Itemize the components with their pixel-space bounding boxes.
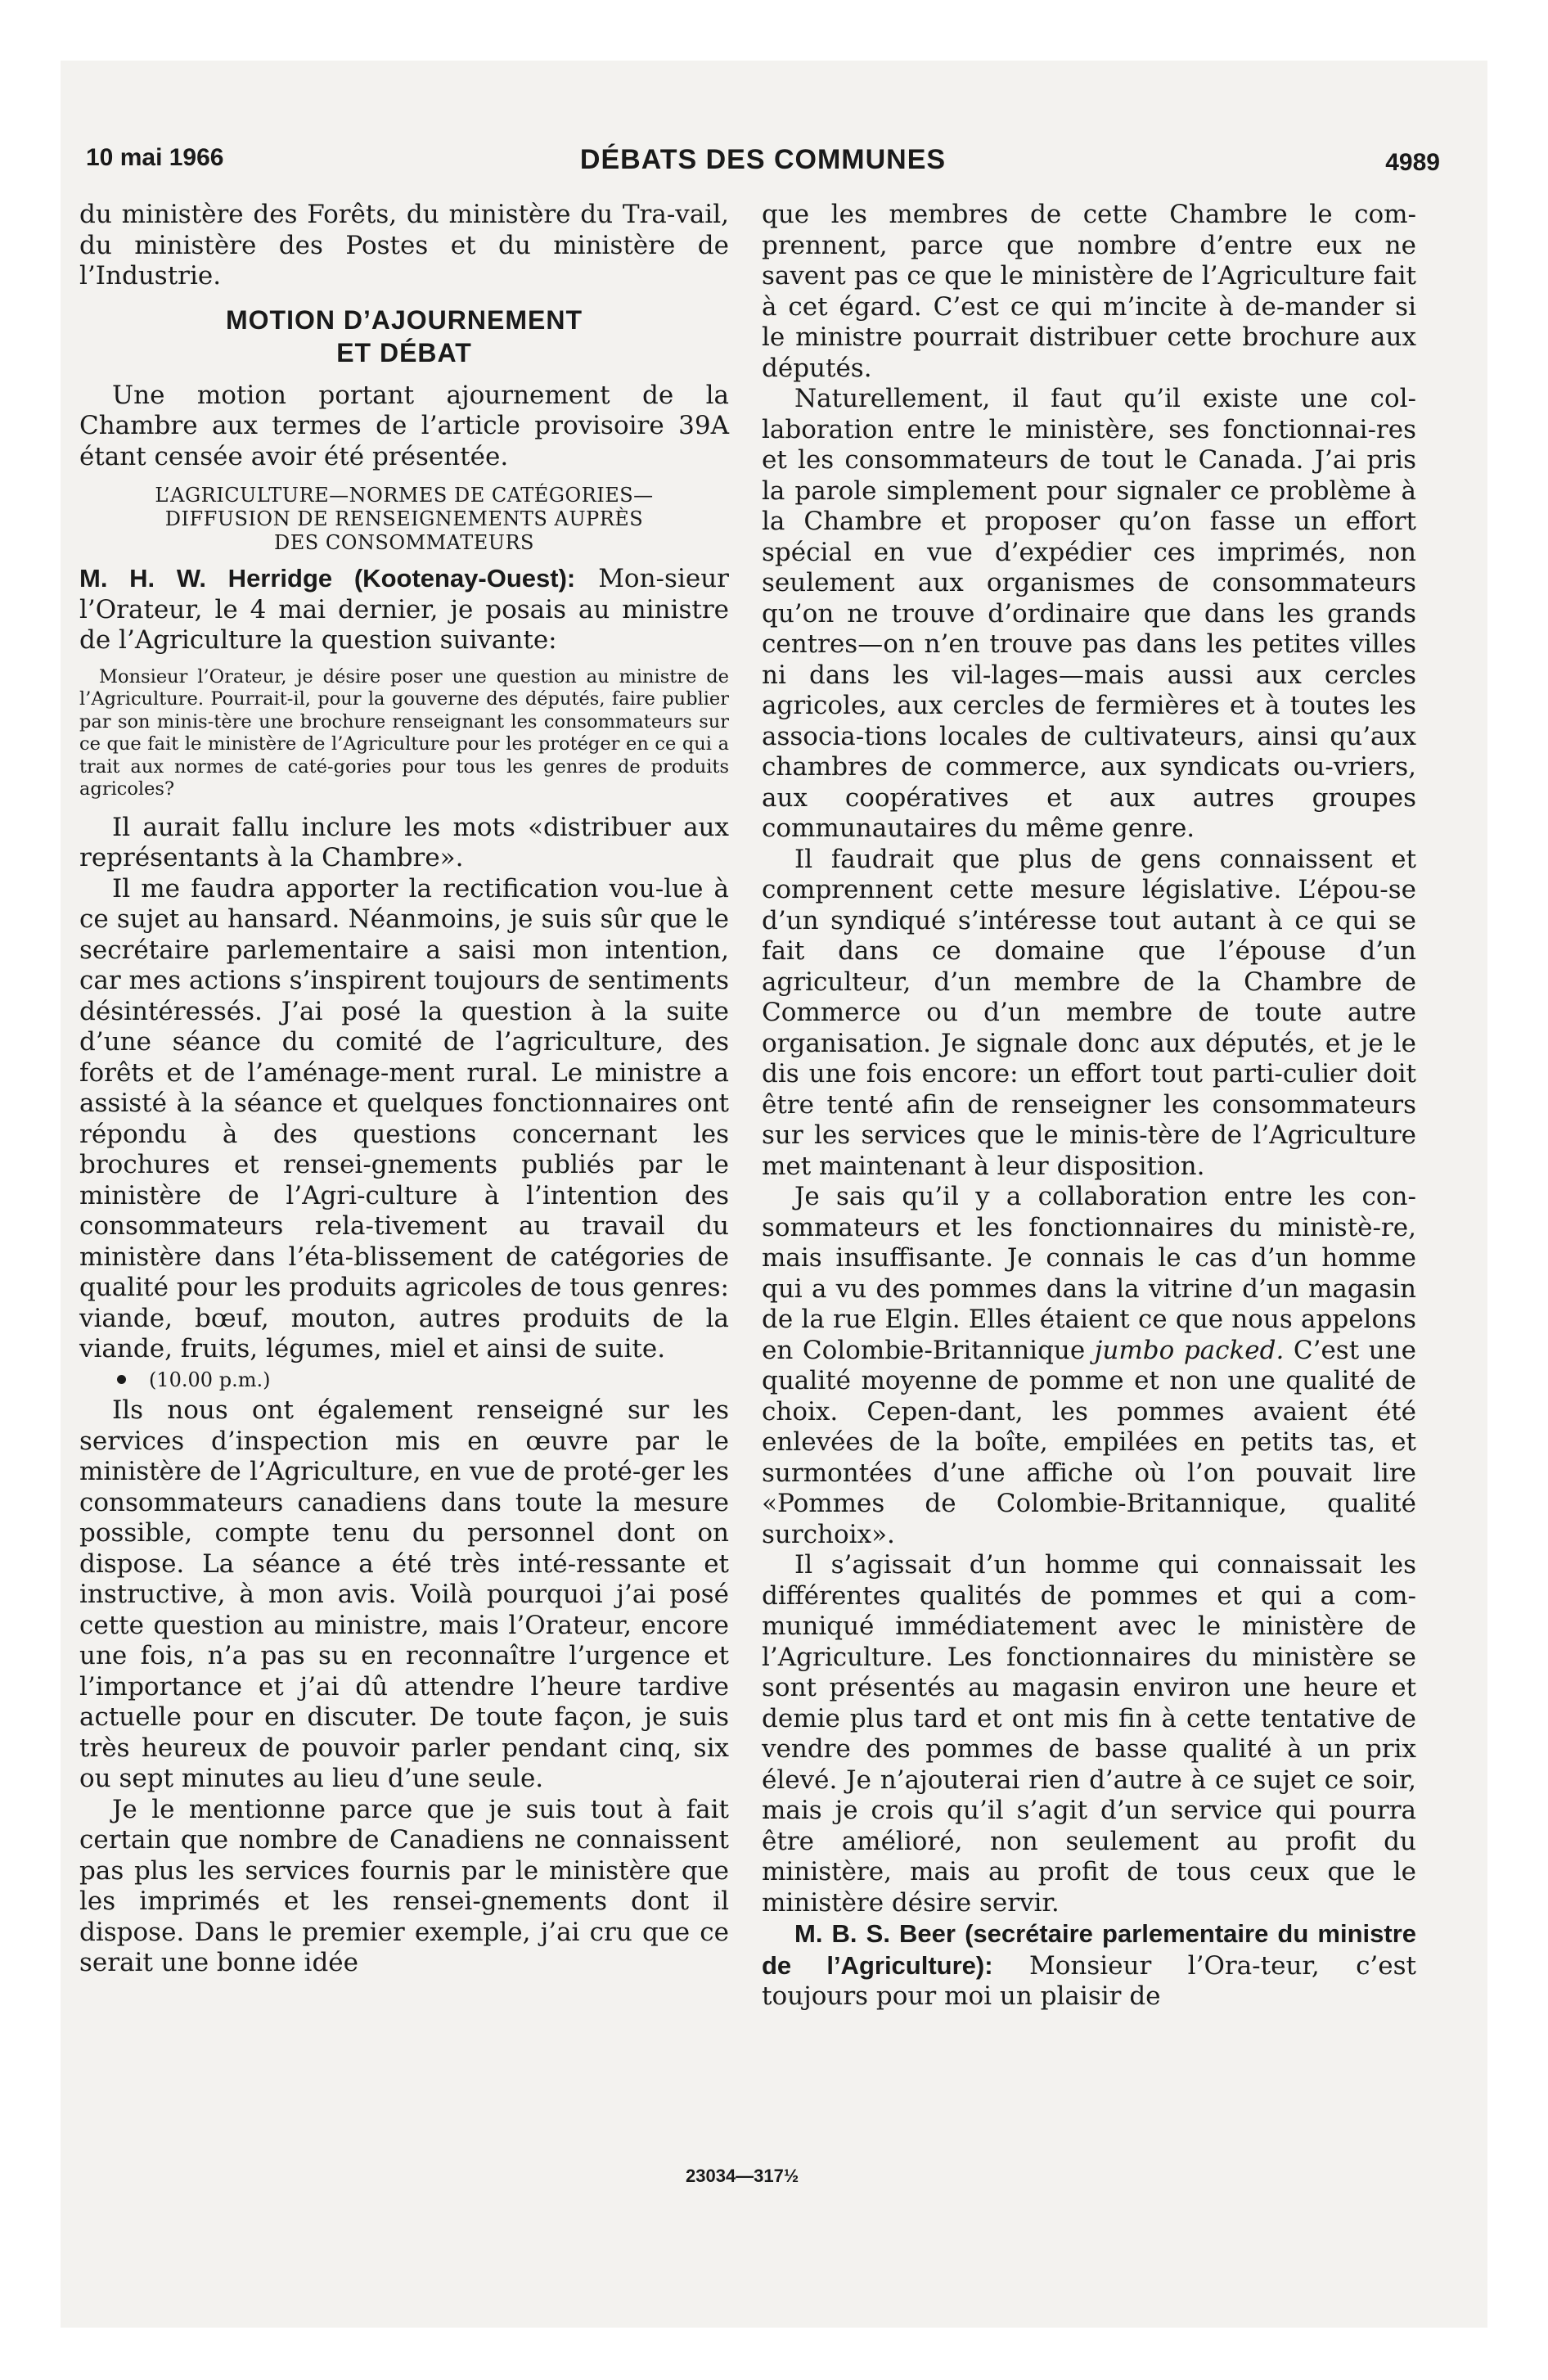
paragraph: Une motion portant ajournement de la Chambre aux termes de l’article provisoire 39A étant censée avoir été présentée. (79, 380, 729, 471)
italic-term: jumbo packed. (1094, 1335, 1285, 1365)
time-text: (10.00 p.m.) (149, 1368, 271, 1391)
page-header (86, 144, 1440, 185)
speaker-name: M. B. S. Beer (secrétaire parlementaire du ministre de l’Agriculture): (762, 1919, 1416, 1980)
header-date: 10 mai 1966 (86, 144, 224, 171)
speaker-name: M. H. W. Herridge (Kootenay-Ouest): (79, 564, 576, 593)
paragraph: du ministère des Forêts, du ministère du Tra-vail, du ministère des Postes et du ministère de l’Industrie. (79, 200, 729, 291)
text-run: C’est une qualité moyenne de pomme et non une qualité de choix. Cepen-dant, les pommes avaient été enlevées de la boîte, empilées en petits tas, et surmontées d’une affiche où l’on pouvait lire «Pommes de Colombie-Britannique, qualité surchoix». (762, 1335, 1416, 1549)
footer-code: 23034—317½ (686, 2166, 799, 2186)
speaker-paragraph (79, 563, 729, 656)
header-page-number: 4989 (1385, 149, 1440, 176)
paragraph: Il aurait fallu inclure les mots «distribuer aux représentants à la Chambre». (79, 812, 729, 872)
speech-text: Mon-sieur l’Orateur, le 4 mai dernier, je posais au ministre de l’Agriculture la question suivante: (79, 564, 729, 655)
paragraph: Il faudrait que plus de gens connaissent et comprennent cette mesure législative. L’épou-se d’un syndiqué s’intéresse tout autant à ce qui se fait dans ce domaine que l’épouse d’un agriculteur, d’un membre de la Chambre de Commerce ou d’un membre de toute autre organisation. Je signale donc aux députés, et je le dis une fois encore: un effort tout parti-culier doit être tenté afin de renseigner les consommateurs sur les services que le minis-tère de l’Agriculture met maintenant à leur disposition. (762, 844, 1416, 1181)
quote-text: Monsieur l’Orateur, je désire poser une question au ministre de l’Agriculture. Pourrait-il, pour la gouverne des députés, faire publier par son minis-tère une brochure renseignant les consommateurs sur ce que fait le ministère de l’Agriculture pour les protéger en ce qui a trait aux normes de caté-gories pour tous les genres de produits agricoles? (79, 665, 729, 800)
paragraph: Naturellement, il faut qu’il existe une col-laboration entre le ministère, ses fonctionnai-res et les consommateurs de tout le Canada. J’ai pris la parole simplement pour signaler ce problème à la Chambre et proposer qu’on fasse un effort spécial en vue d’expédier ces imprimés, non seulement aux organismes de consommateurs qu’on ne trouve d’ordinaire que dans les grands centres—on n’en trouve pas dans les petites villes ni dans les vil-lages—mais aussi aux cercles agricoles, aux cercles de fermières et à toutes les associa-tions locales de cultivateurs, ainsi qu’aux chambres de commerce, aux syndicats ou-vriers, aux coopératives et aux autres groupes communautaires du même genre. (762, 384, 1416, 843)
speech-text: Monsieur l’Ora-teur, c’est toujours pour moi un plaisir de (762, 1950, 1417, 2011)
header-title: DÉBATS DES COMMUNES (579, 144, 947, 175)
paragraph: Il s’agissait d’un homme qui connaissait les différentes qualités de pommes et qui a com-muniqué immédiatement avec le ministère de l’Agriculture. Les fonctionnaires du ministère se sont présentés au magasin environ une heure et demie plus tard et ont mis fin à cette tentative de vendre des pommes de basse qualité à un prix élevé. Je n’ajouterai rien d’autre à ce sujet ce soir, mais je crois qu’il s’agit d’un service qui pourra être amélioré, non seulement au profit du ministère, mais au profit de tous ceux que le ministère désire servir. (762, 1550, 1416, 1918)
paragraph: Ils nous ont également renseigné sur les services d’inspection mis en œuvre par le ministère de l’Agriculture, en vue de proté-ger les consommateurs canadiens dans toute la mesure possible, compte tenu du personnel dont on dispose. La séance a été très inté-ressante et instructive, à mon avis. Voilà pourquoi j’ai posé cette question au ministre, mais l’Orateur, encore une fois, n’a pas su en reconnaître l’urgence et l’importance et j’ai dû attendre l’heure tardive actuelle pour en discuter. De toute façon, je suis très heureux de pouvoir parler pendant cinq, six ou sept minutes au lieu d’une seule. (79, 1395, 729, 1793)
paragraph (762, 1182, 1416, 1550)
section-heading-agriculture (79, 484, 729, 555)
bullet-icon (117, 1375, 126, 1384)
heading-line: ET DÉBAT (336, 337, 472, 367)
paragraph: que les membres de cette Chambre le com-prennent, parce que nombre d’entre eux ne savent pas ce que le ministère de l’Agriculture fait à cet égard. C’est ce qui m’incite à de-mander si le ministre pourrait distribuer cette brochure aux députés. (762, 200, 1416, 383)
heading-line: L’AGRICULTURE—NORMES DE CATÉGORIES— (155, 484, 654, 507)
right-column (762, 200, 1416, 2013)
section-heading-motion (79, 304, 729, 369)
text-run: Je sais qu’il y a collaboration entre les con-sommateurs et les fonctionnaires du ministè-re, mais insuffisante. Je connais le cas d’un homme qui a vu des pommes dans la vitrine d’un magasin de la rue Elgin. Elles étaient ce que nous appelons en Colombie-Britannique (762, 1182, 1416, 1365)
paragraph: Il me faudra apporter la rectification vou-lue à ce sujet au hansard. Néanmoins, je suis sûr que le secrétaire parlementaire a saisi mon intention, car mes actions s’inspirent toujours de sentiments désintéressés. J’ai posé la question à la suite d’une séance du comité de l’agriculture, des forêts et de l’aménage-ment rural. Le ministre a assisté à la séance et quelques fonctionnaires ont répondu à des questions concernant les brochures et rensei-gnements publiés par le ministère de l’Agri-culture à l’intention des consommateurs rela-tivement au travail du ministère dans l’éta-blissement de catégories de qualité pour les produits agricoles de tous genres: viande, bœuf, mouton, autres produits de la viande, fruits, légumes, miel et ainsi de suite. (79, 873, 729, 1364)
quoted-question (79, 666, 729, 801)
heading-line: DES CONSOMMATEURS (274, 531, 534, 554)
paragraph: Je le mentionne parce que je suis tout à fait certain que nombre de Canadiens ne connaissent pas plus les services fournis par le ministère que les imprimés et les rensei-gnements dont il dispose. Dans le premier exemple, j’ai cru que ce serait une bonne idée (79, 1794, 729, 1977)
time-marker (79, 1365, 729, 1396)
left-column (79, 200, 729, 1979)
speaker-paragraph (762, 1918, 1416, 2013)
heading-line: DIFFUSION DE RENSEIGNEMENTS AUPRÈS (164, 507, 644, 530)
heading-line: MOTION D’AJOURNEMENT (226, 304, 583, 335)
